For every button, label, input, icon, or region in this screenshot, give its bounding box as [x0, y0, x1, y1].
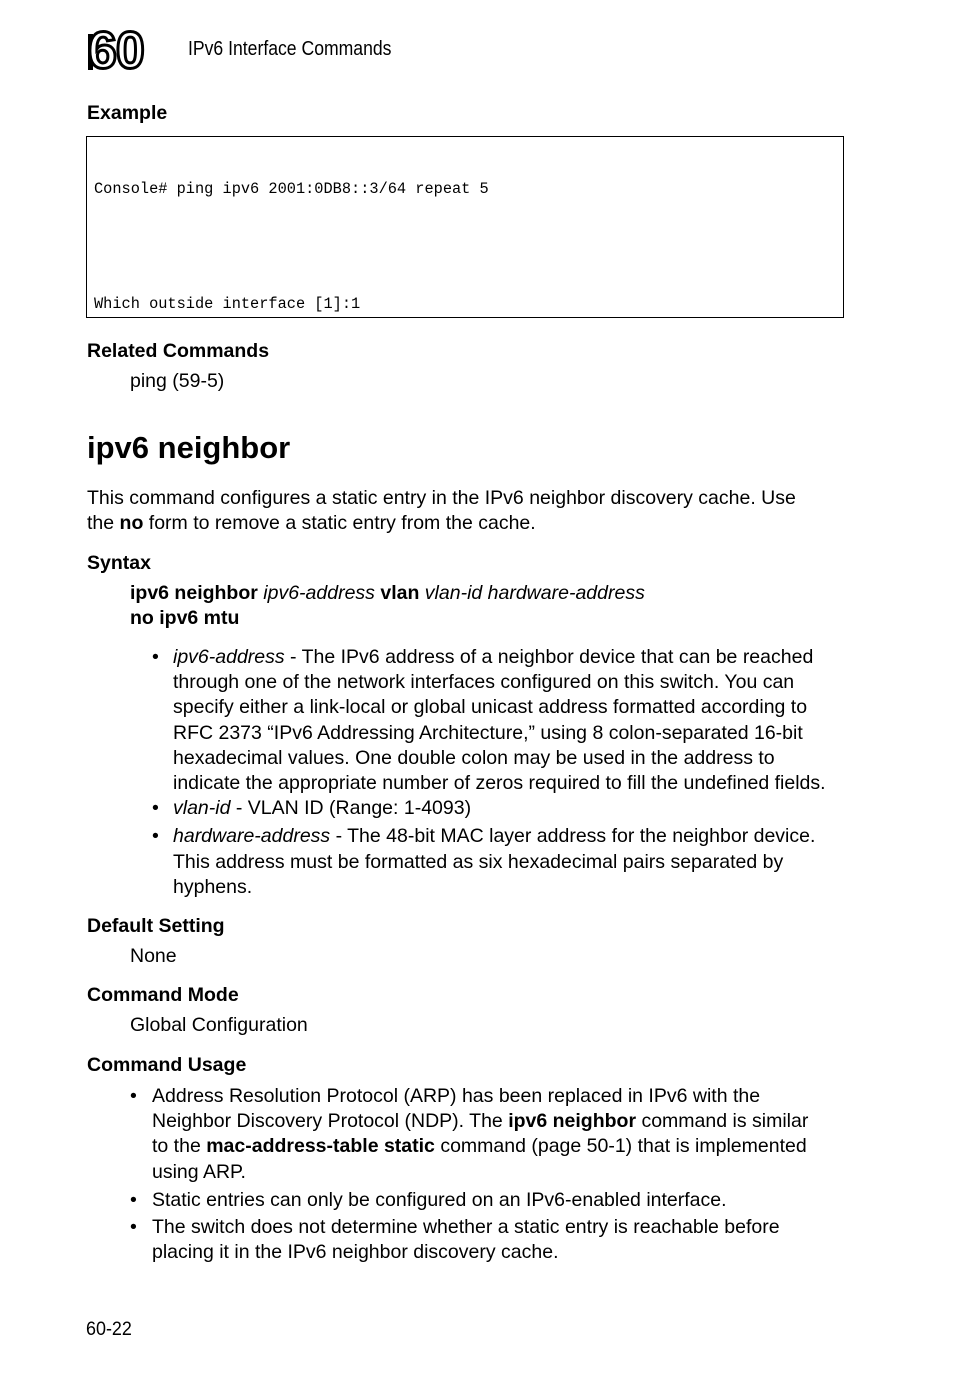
related-commands-heading: Related Commands	[87, 340, 270, 362]
syntax-keyword: vlan	[380, 582, 420, 604]
text: command is similar	[636, 1110, 809, 1133]
usage-item	[130, 1084, 872, 1185]
bullet-icon: •	[152, 797, 159, 820]
description-line: This command configures a static entry in the IPv6 neighbor discovery cache. Use	[87, 487, 796, 509]
param-line: through one of the network interfaces configured on this switch. You can	[173, 671, 795, 694]
command-usage-heading: Command Usage	[87, 1054, 247, 1076]
parameter-list	[152, 645, 873, 900]
example-heading: Example	[87, 102, 168, 124]
param-text: - VLAN ID (Range: 1-4093)	[230, 797, 472, 820]
code-example	[86, 136, 844, 318]
text: command (page 50-1) that is implemented	[434, 1135, 807, 1158]
text: form to remove a static entry from the cache.	[143, 512, 536, 534]
description-line	[87, 511, 796, 536]
param-name: hardware-address	[173, 825, 331, 848]
usage-line: Static entries can only be configured on an IPv6-enabled interface.	[152, 1188, 727, 1211]
syntax-argument: ipv6-address	[263, 582, 375, 604]
usage-line: The switch does not determine whether a static entry is reachable before	[152, 1216, 780, 1239]
syntax-heading: Syntax	[87, 552, 151, 574]
bullet-icon: •	[152, 825, 159, 848]
default-setting-value: None	[130, 945, 177, 967]
command-title: ipv6 neighbor	[87, 430, 291, 465]
usage-line: using ARP.	[152, 1160, 246, 1183]
usage-item	[130, 1188, 872, 1213]
param-line: specify either a link-local or global unicast address formatted according to	[173, 696, 808, 719]
bullet-icon: •	[130, 1085, 137, 1107]
usage-item	[130, 1215, 872, 1265]
chapter-title: IPv6 Interface Commands	[188, 38, 392, 60]
param-text: - The IPv6 address of a neighbor device that can be reached	[284, 646, 814, 668]
usage-line	[152, 1134, 872, 1159]
parameter-item	[152, 796, 873, 821]
param-name: vlan-id	[173, 797, 231, 820]
param-line	[173, 796, 873, 821]
no-keyword: no	[119, 512, 144, 534]
usage-line: Address Resolution Protocol (ARP) has been replaced in IPv6 with the	[152, 1085, 761, 1107]
syntax-keyword: ipv6 neighbor	[130, 582, 258, 604]
syntax-line-1	[130, 582, 645, 605]
param-line: hexadecimal values. One double colon may be used in the address to	[173, 746, 775, 769]
param-line	[173, 824, 873, 849]
syntax-argument: vlan-id hardware-address	[424, 582, 645, 604]
code-line: Console# ping ipv6 2001:0DB8::3/64 repeat 5	[94, 179, 489, 198]
syntax-line-2	[130, 607, 239, 630]
related-command-link[interactable]: ping (59-5)	[130, 370, 225, 392]
default-setting-heading: Default Setting	[87, 915, 225, 937]
param-line: hyphens.	[173, 875, 253, 898]
page-number: 60-22	[86, 1318, 132, 1340]
bullet-icon: •	[152, 646, 159, 668]
text: the	[87, 512, 120, 534]
bullet-icon: •	[130, 1188, 137, 1211]
command-mode-value: Global Configuration	[130, 1014, 308, 1036]
command-ref: ipv6 neighbor	[508, 1110, 637, 1133]
param-text: - The 48-bit MAC layer address for the neighbor device.	[330, 825, 816, 848]
param-line	[173, 645, 873, 670]
param-line: This address must be formatted as six hexadecimal pairs separated by	[173, 850, 784, 873]
command-description	[87, 486, 796, 536]
param-line: RFC 2373 “IPv6 Addressing Architecture,” using 8 colon-separated 16-bit	[173, 721, 803, 744]
chapter-number: 60	[88, 22, 144, 80]
parameter-item	[152, 645, 873, 796]
code-line: Which outside interface [1]:1	[94, 295, 361, 314]
bullet-icon: •	[130, 1216, 137, 1239]
command-mode-heading: Command Mode	[87, 984, 239, 1006]
code-line	[94, 237, 843, 256]
syntax-keyword: no ipv6 mtu	[130, 607, 240, 629]
command-ref: mac-address-table static	[206, 1135, 435, 1158]
text: Neighbor Discovery Protocol (NDP). The	[152, 1110, 509, 1133]
parameter-item	[152, 824, 873, 900]
usage-line	[152, 1109, 872, 1134]
usage-list	[130, 1084, 872, 1265]
param-line: indicate the appropriate number of zeros required to fill the undefined fields.	[173, 772, 826, 795]
text: to the	[152, 1135, 207, 1158]
param-name: ipv6-address	[173, 646, 285, 668]
usage-line: placing it in the IPv6 neighbor discovery cache.	[152, 1241, 559, 1264]
